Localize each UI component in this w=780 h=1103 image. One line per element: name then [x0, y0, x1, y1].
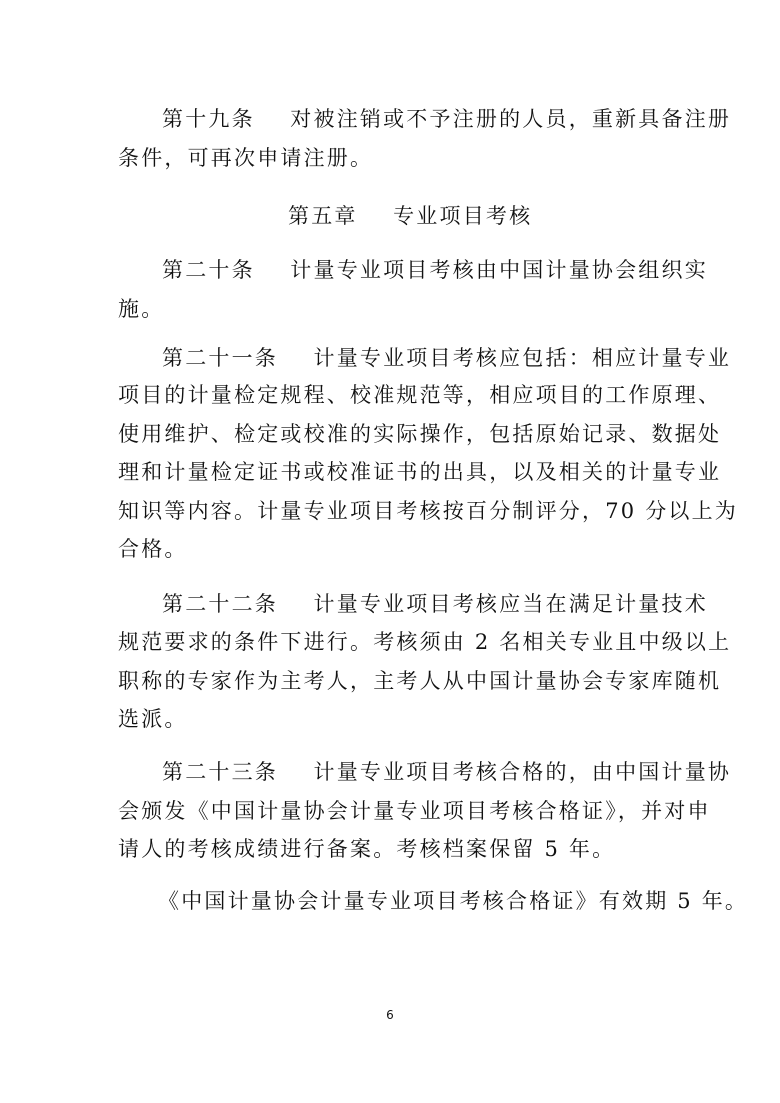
article-20-line-1: 第二十条 计量专业项目考核由中国计量协会组织实 [162, 258, 708, 282]
chapter-5-heading: 第五章 专业项目考核 [288, 204, 533, 228]
article-21-line-3: 使用维护、检定或校准的实际操作，包括原始记录、数据处 [118, 422, 722, 446]
article-23-line-2: 会颁发《中国计量协会计量专业项目考核合格证》，并对申 [118, 799, 711, 823]
article-22-line-4: 选派。 [118, 707, 188, 731]
article-21-line-4: 理和计量检定证书或校准证书的出具，以及相关的计量专业 [118, 460, 722, 484]
article-22-line-3: 职称的专家作为主考人，主考人从中国计量协会专家库随机 [118, 669, 722, 693]
article-23-line-1: 第二十三条 计量专业项目考核合格的，由中国计量协 [162, 760, 732, 784]
article-23-line-4: 《中国计量协会计量专业项目考核合格证》有效期 5 年。 [158, 889, 749, 913]
article-20-line-2: 施。 [118, 297, 165, 321]
article-22-line-1: 第二十二条 计量专业项目考核应当在满足计量技术 [162, 592, 708, 616]
article-21-line-2: 项目的计量检定规程、校准规范等，相应项目的工作原理、 [118, 383, 722, 407]
article-19-line-2: 条件，可再次申请注册。 [118, 146, 374, 170]
article-21-line-1: 第二十一条 计量专业项目考核应包括：相应计量专业 [162, 346, 732, 370]
article-21-line-5: 知识等内容。计量专业项目考核按百分制评分，70 分以上为 [118, 499, 738, 523]
article-21-line-6: 合格。 [118, 537, 188, 561]
article-19-line-1: 第十九条 对被注销或不予注册的人员，重新具备注册 [162, 107, 732, 131]
page-number: 6 [386, 1008, 394, 1022]
article-22-line-2: 规范要求的条件下进行。考核须由 2 名相关专业且中级以上 [118, 630, 732, 654]
article-23-line-3: 请人的考核成绩进行备案。考核档案保留 5 年。 [118, 837, 616, 861]
